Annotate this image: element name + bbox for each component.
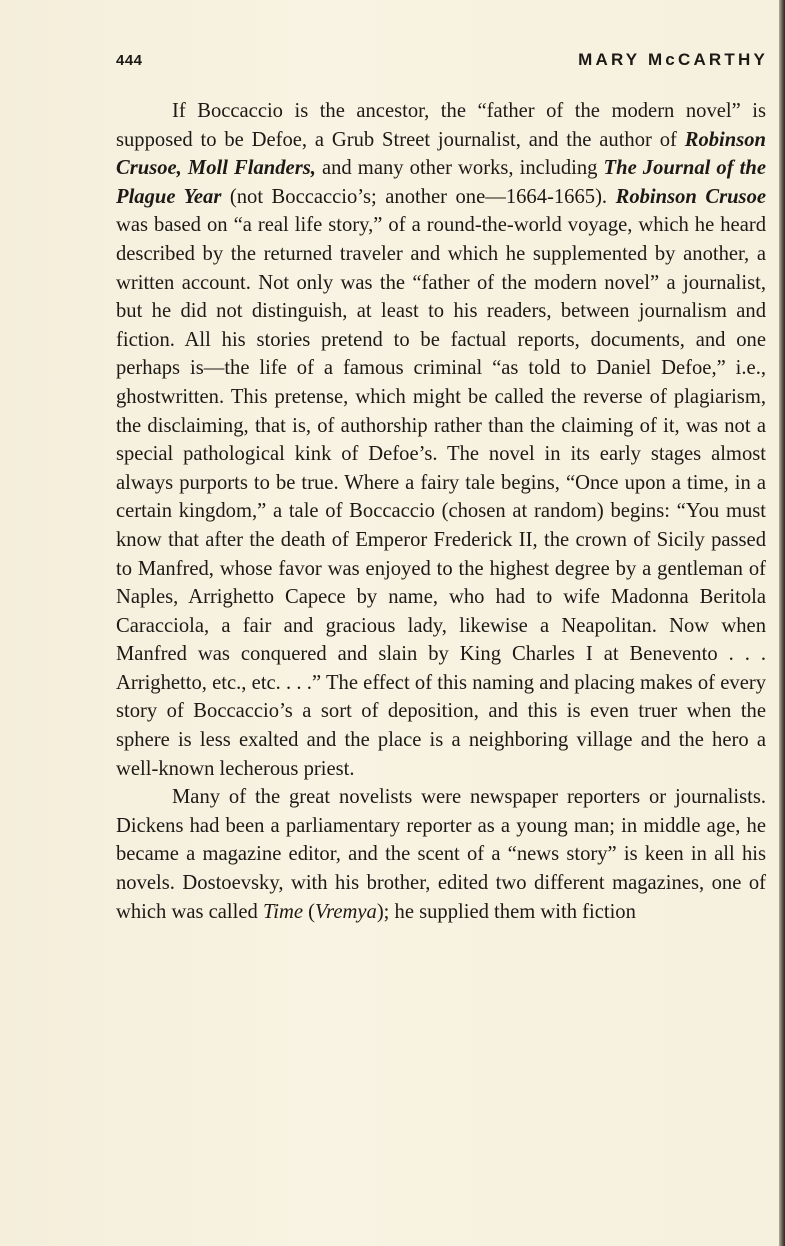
- text-run: ); he supplied them with fiction: [376, 900, 636, 923]
- text-run: (not Boccaccio’s; another one—1664-1665).: [221, 185, 616, 208]
- running-head: [116, 50, 768, 74]
- bold-italic-title: The Journal of the Plague Year: [116, 157, 766, 208]
- page-number: 444: [116, 52, 143, 69]
- paragraph-2: [116, 783, 766, 926]
- italic-title: Vremya: [315, 900, 377, 923]
- text-run: If Boccaccio is the ancestor, the “father of the modern novel” is supposed to be Defoe, a Grub Street journalist, and the author of: [116, 100, 766, 151]
- running-head-author: MARY McCARTHY: [578, 50, 768, 69]
- text-run: Many of the great novelists were newspaper reporters or journalists. Dickens had been a parliamentary reporter as a young man; in middle age, he became a magazine editor, and the scent of a “news story” is keen in all his novels. Dostoevsky, with his brother, edited two different magazines, one of which was called: [116, 786, 766, 923]
- bold-italic-title: Robinson Crusoe, Moll Flanders,: [116, 128, 766, 180]
- body-text: [116, 97, 766, 926]
- text-run: was based on “a real life story,” of a round-the-world voyage, which he heard described by the returned traveler and which he supplemented by another, a written account. Not only was the “father of the modern novel” a journalist, but he did not distinguish, at least to his readers, between journalism and fiction. All his stories pretend to be factual reports, documents, and one perhaps is—the life of a famous criminal “as told to Daniel Defoe,” i.e., ghostwritten. This pretense, which might be called the reverse of plagiarism, the disclaiming, that is, of authorship rather than the claiming of it, was not a special pathological kink of Defoe’s. The novel in its early stages almost always purports to be true. Where a fairy tale begins, “Once upon a time, in a certain kingdom,” a tale of Boccaccio (chosen at random) begins: “You must know that after the death of Emperor Frederick II, the crown of Sicily passed to Manfred, whose favor was enjoyed to the highest degree by a gentleman of Naples, Arrighetto Capece by name, who had to wife Madonna Beritola Caracciola, a fair and gracious lady, likewise a Neapolitan. Now when Manfred was conquered and slain by King Charles I at Benevento . . . Arrighetto, etc., etc. . . .” The effect of this naming and placing makes of every story of Boccaccio’s a sort of deposition, and this is even truer when the sphere is less exalted and the place is a neighboring village and the hero a well-known lecherous priest.: [116, 214, 766, 780]
- text-run: (: [303, 900, 316, 923]
- bold-italic-title: Robinson Crusoe: [615, 185, 767, 208]
- paragraph-1: [116, 97, 766, 783]
- text-run: and many other works, including: [315, 157, 604, 180]
- page-edge-shadow: [779, 0, 785, 1246]
- italic-title: Time: [262, 900, 304, 923]
